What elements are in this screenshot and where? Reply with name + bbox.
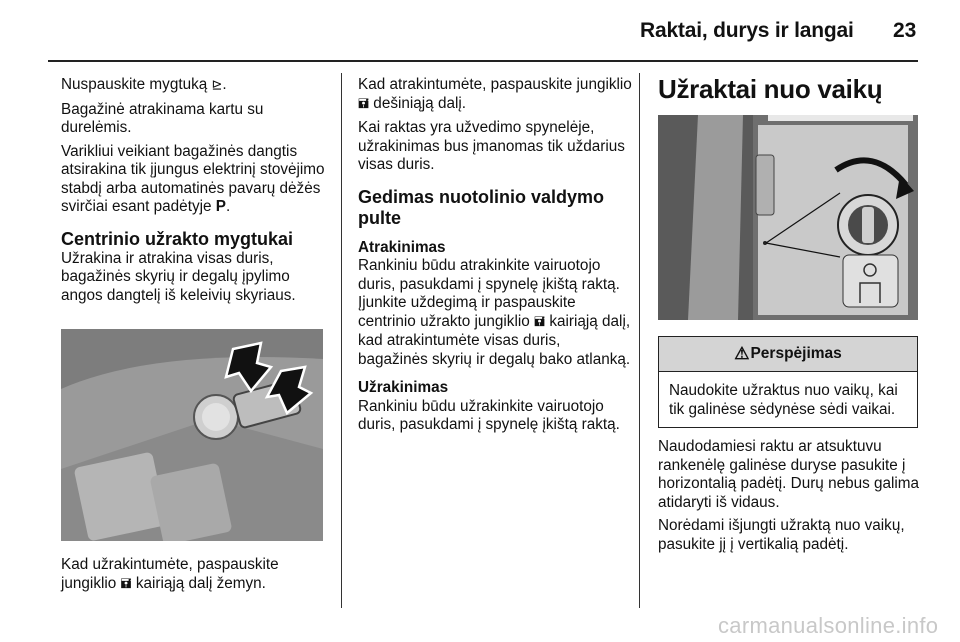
warning-header <box>659 337 917 372</box>
unlocking-subheading: Atrakinimas <box>358 238 446 256</box>
column-divider-1 <box>341 73 342 608</box>
col3-paragraph-2: Norėdami išjungti užraktą nuo vaikų, pasukite jį į vertikalią padėtį. <box>658 517 905 553</box>
child-lock-photo <box>658 115 918 320</box>
central-lock-heading: Centrinio užrakto mygtukai <box>61 228 294 249</box>
col2-paragraph-4: Rankiniu būdu užrakinkite vairuotojo duris, pasukdami į spynelę įkištą raktą. <box>358 397 620 433</box>
col1-paragraph-4: Užrakina ir atrakina visas duris, bagažinės skyrių ir degalų įpylimo angos dangtelį iš keleivių skyriaus. <box>61 249 296 304</box>
watermark: carmanualsonline.info <box>718 613 939 638</box>
column-2 <box>358 76 633 440</box>
lock-switch-icon: 🖬 <box>358 96 370 112</box>
header-rule <box>48 60 918 62</box>
warning-text: Naudokite užraktus nuo vaikų, kai tik galinėse sėdynėse sėdi vaikai. <box>669 382 898 418</box>
col2-paragraph-1: Kad atrakintumėte, paspauskite jungiklio 🖬 dešiniąją dalį. <box>358 76 632 112</box>
col3-paragraph-1: Naudodamiesi raktu ar atsuktuvu rankenėlę galinėse duryse pasukite į horizontalią padėtį. Durų nebus galima atidaryti iš vidaus. <box>658 438 920 511</box>
col1-paragraph-2: Bagažinė atrakinama kartu su durelėmis. <box>61 100 264 136</box>
warning-icon: ⚠ <box>734 344 750 363</box>
photo-caption: Kad užrakintumėte, paspauskite jungiklio 🖬 kairiąją dalį žemyn. <box>61 556 279 592</box>
warning-title: Perspėjimas <box>750 345 842 362</box>
column-3-text <box>658 438 933 559</box>
column-1 <box>61 76 331 310</box>
col1-paragraph-3: Varikliui veikiant bagažinės dangtis atsirakina tik įjungus elektrinį stovėjimo stabdį arba automatinės pavarų dėžės svirčiai esant padėtyje P. <box>61 142 325 215</box>
col1-paragraph-1: Nuspauskite mygtuką ⊵. <box>61 76 227 93</box>
remote-fault-heading: Gedimas nuotolinio valdymo pulte <box>358 186 605 228</box>
lock-switch-icon: 🖬 <box>534 314 546 330</box>
col2-paragraph-2: Kai raktas yra užvedimo spynelėje, užrakinimas bus įmanomas tik uždarius visas duris. <box>358 119 625 173</box>
page-header-title: Raktai, durys ir langai <box>640 19 854 42</box>
locking-subheading: Užrakinimas <box>358 379 449 396</box>
warning-box <box>658 336 918 428</box>
page-number: 23 <box>893 19 917 42</box>
child-lock-heading: Užraktai nuo vaikų <box>658 74 883 104</box>
lock-switch-icon: 🖬 <box>120 576 132 592</box>
trunk-button-icon: ⊵ <box>211 78 223 93</box>
column-divider-2 <box>639 73 640 608</box>
door-switch-photo <box>61 329 323 541</box>
col2-paragraph-3: Rankiniu būdu atrakinkite vairuotojo duris, pasukdami į spynelę įkištą raktą. Įjunkite uždegimą ir paspauskite centrinio užrakto jungiklio 🖬 kairiąją dalį, kad atrakintumėte visas duris, bagažinės skyrių ir degalų bako atlanką. <box>358 257 631 368</box>
